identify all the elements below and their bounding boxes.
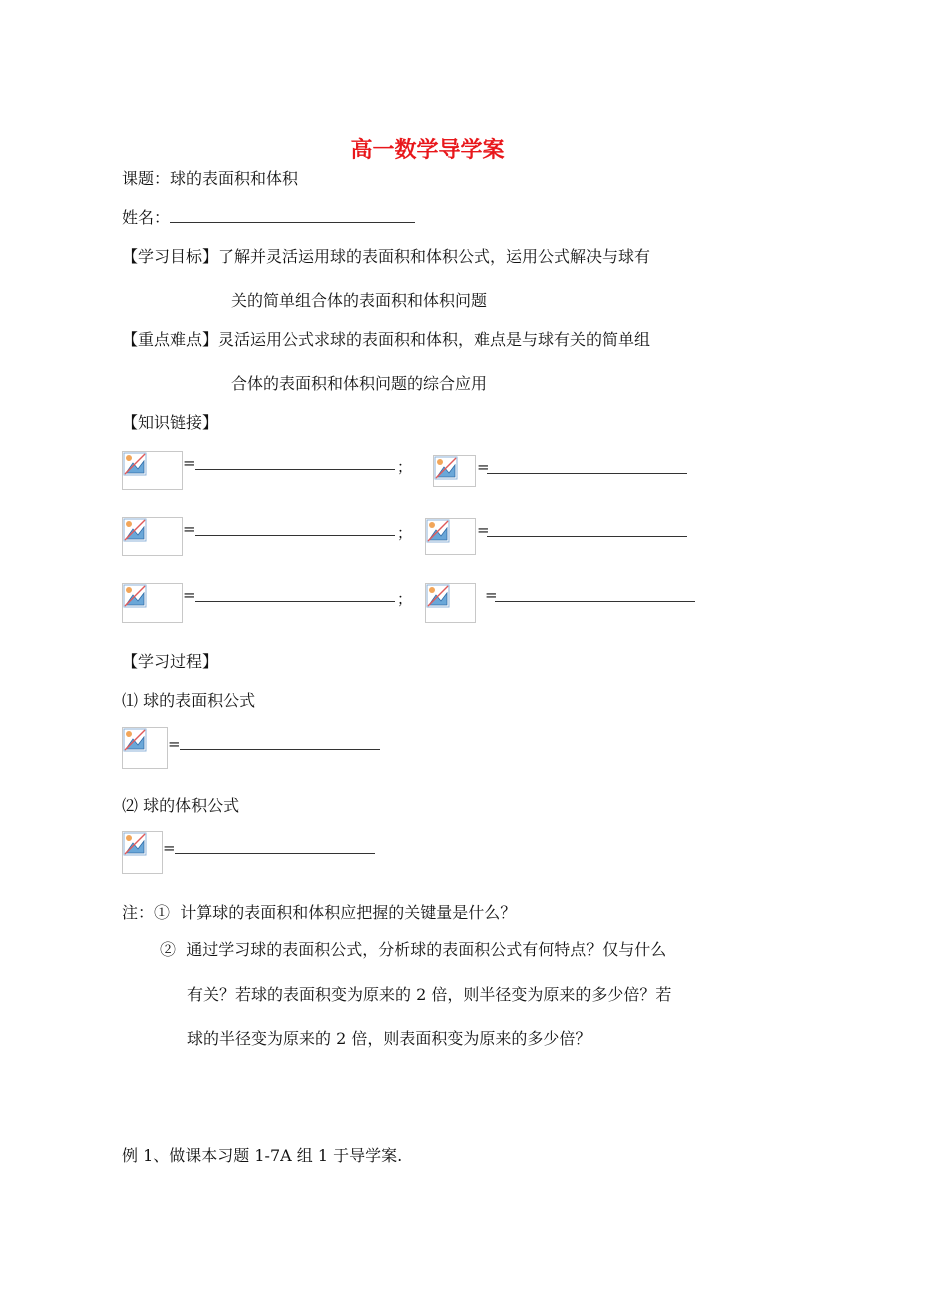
formula-blank[interactable] xyxy=(487,524,687,537)
equals-sign: = xyxy=(477,458,490,476)
page-title: 高一数学导学案 xyxy=(350,138,505,163)
formula-image-placeholder xyxy=(433,455,476,487)
semicolon: ； xyxy=(397,590,413,608)
broken-image-icon xyxy=(123,728,147,752)
item-2 xyxy=(122,793,239,816)
formula-image-placeholder xyxy=(122,583,183,623)
formula-blank[interactable] xyxy=(495,589,695,602)
name-line xyxy=(122,205,415,228)
equals-sign: = xyxy=(183,454,196,472)
equals-sign: = xyxy=(477,521,490,539)
broken-image-icon xyxy=(426,584,450,608)
formula-blank[interactable] xyxy=(180,737,380,750)
equals-sign: = xyxy=(183,586,196,604)
broken-image-icon xyxy=(123,584,147,608)
item-1-number: ⑴ xyxy=(122,691,139,710)
note-1-number: ① xyxy=(154,903,171,922)
goal-label: 【学习目标】 xyxy=(122,247,219,266)
broken-image-icon xyxy=(123,452,147,476)
formula-blank[interactable] xyxy=(175,841,375,854)
key-line-1 xyxy=(122,327,650,350)
equals-sign: = xyxy=(485,586,498,604)
example-1: 例 1、做课本习题 1-7A 组 1 于导学案. xyxy=(122,1146,403,1165)
key-text-1: 灵活运用公式求球的表面积和体积，难点是与球有关的简单组 xyxy=(218,330,651,349)
topic-line xyxy=(122,166,298,189)
note-2-text-3: 球的半径变为原来的 2 倍，则表面积变为原来的多少倍？ xyxy=(187,1029,592,1048)
note-label: 注： xyxy=(122,903,155,922)
semicolon: ； xyxy=(397,458,413,476)
process-label: 【学习过程】 xyxy=(122,652,219,671)
formula-image-placeholder xyxy=(122,517,183,556)
item-2-number: ⑵ xyxy=(122,796,139,815)
note-2-text-2: 有关？若球的表面积变为原来的 2 倍，则半径变为原来的多少倍？若 xyxy=(187,985,672,1004)
broken-image-icon xyxy=(426,519,450,543)
formula-image-placeholder xyxy=(425,518,476,555)
formula-image-placeholder xyxy=(122,451,183,490)
broken-image-icon xyxy=(434,456,458,480)
note-1 xyxy=(122,900,516,923)
item-2-text: 球的体积公式 xyxy=(143,796,240,815)
formula-image-placeholder xyxy=(122,727,168,769)
goal-text-2: 关的简单组合体的表面积和体积问题 xyxy=(231,291,488,310)
formula-image-placeholder xyxy=(122,831,163,874)
formula-blank[interactable] xyxy=(195,589,395,602)
name-label: 姓名： xyxy=(122,208,171,227)
key-label: 【重点难点】 xyxy=(122,330,219,349)
formula-blank[interactable] xyxy=(195,457,395,470)
formula-blank[interactable] xyxy=(195,523,395,536)
note-2-number: ② xyxy=(160,940,177,959)
note-1-text: 计算球的表面积和体积应把握的关键量是什么？ xyxy=(180,903,517,922)
topic-text: 球的表面积和体积 xyxy=(170,169,299,188)
note-2-line-1 xyxy=(160,937,666,960)
topic-label: 课题： xyxy=(122,169,171,188)
name-blank[interactable] xyxy=(170,210,415,223)
semicolon: ； xyxy=(397,524,413,542)
equals-sign: = xyxy=(163,839,176,857)
goal-text-1: 了解并灵活运用球的表面积和体积公式，运用公式解决与球有 xyxy=(218,247,651,266)
formula-image-placeholder xyxy=(425,583,476,623)
item-1-text: 球的表面积公式 xyxy=(143,691,256,710)
broken-image-icon xyxy=(123,518,147,542)
formula-blank[interactable] xyxy=(487,461,687,474)
key-text-2: 合体的表面积和体积问题的综合应用 xyxy=(231,374,488,393)
item-1 xyxy=(122,688,255,711)
goal-line-1 xyxy=(122,244,650,267)
broken-image-icon xyxy=(123,832,147,856)
equals-sign: = xyxy=(183,520,196,538)
note-2-text-1: 通过学习球的表面积公式，分析球的表面积公式有何特点？仅与什么 xyxy=(186,940,667,959)
knowledge-label: 【知识链接】 xyxy=(122,413,219,432)
equals-sign: = xyxy=(168,735,181,753)
